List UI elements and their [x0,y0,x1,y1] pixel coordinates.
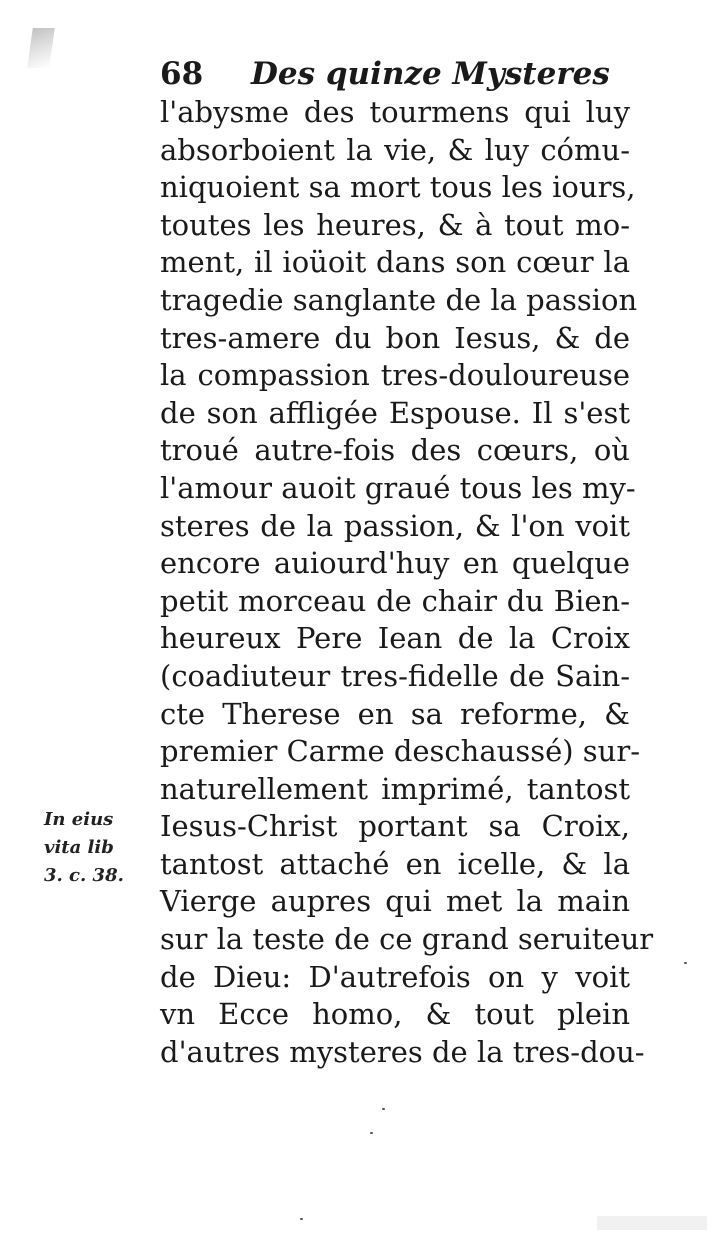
text-line: de Dieu: D'autrefois on y voit [160,959,630,994]
text-line: tantost attaché en icelle, & la [160,846,630,881]
text-line: absorboient la vie, & luy cómu- [160,132,630,167]
margin-note-line: vita lib [44,837,114,858]
text-line: sur la teste de ce grand seruiteur [160,922,654,957]
text-line: heureux Pere Iean de la Croix [160,621,630,656]
text-line: cte Therese en sa reforme, & [160,696,630,731]
text-line: l'amour auoit graué tous les my- [160,470,636,505]
ink-speck [684,962,687,964]
text-line: steres de la passion, & l'on voit [160,508,630,543]
text-line: vn Ecce homo, & tout plein [160,997,630,1032]
page-number: 68 [160,56,204,92]
margin-note [44,806,156,890]
margin-note-line: 3. c. 38. [44,865,124,886]
text-line: de son affligée Espouse. Il s'est [160,395,630,430]
ink-speck [382,1108,385,1110]
text-line: ment, il ioüoit dans son cœur la [160,245,630,280]
ink-speck [370,1132,373,1134]
text-line: toutes les heures, & à tout mo- [160,207,630,242]
margin-note-line: In eius [44,809,114,830]
text-line: naturellement imprimé, tantost [160,771,630,806]
ink-speck [300,1218,303,1220]
text-line: Vierge aupres qui met la main [160,884,630,919]
text-line: d'autres mysteres de la tres-dou- [160,1034,645,1069]
body-text [160,94,654,1071]
text-line: la compassion tres-douloureuse [160,358,630,393]
text-line: premier Carme deschaussé) sur- [160,734,641,769]
text-line: encore auiourd'huy en quelque [160,546,630,581]
running-title: Des quinze Mysteres [251,56,610,92]
running-head [160,54,630,94]
corner-smudge [27,28,55,68]
text-line: niquoient sa mort tous les iours, [160,170,636,205]
text-line: tres-amere du bon Iesus, & de [160,320,630,355]
text-line: (coadiuteur tres-fidelle de Sain- [160,658,630,693]
text-line: petit morceau de chair du Bien- [160,583,630,618]
text-line: troué autre-fois des cœurs, où [160,433,630,468]
text-line: l'abysme des tourmens qui luy [160,95,630,129]
text-line: tragedie sanglante de la passion [160,282,638,317]
digitization-watermark [597,1216,707,1230]
text-line: Iesus-Christ portant sa Croix, [160,809,630,844]
